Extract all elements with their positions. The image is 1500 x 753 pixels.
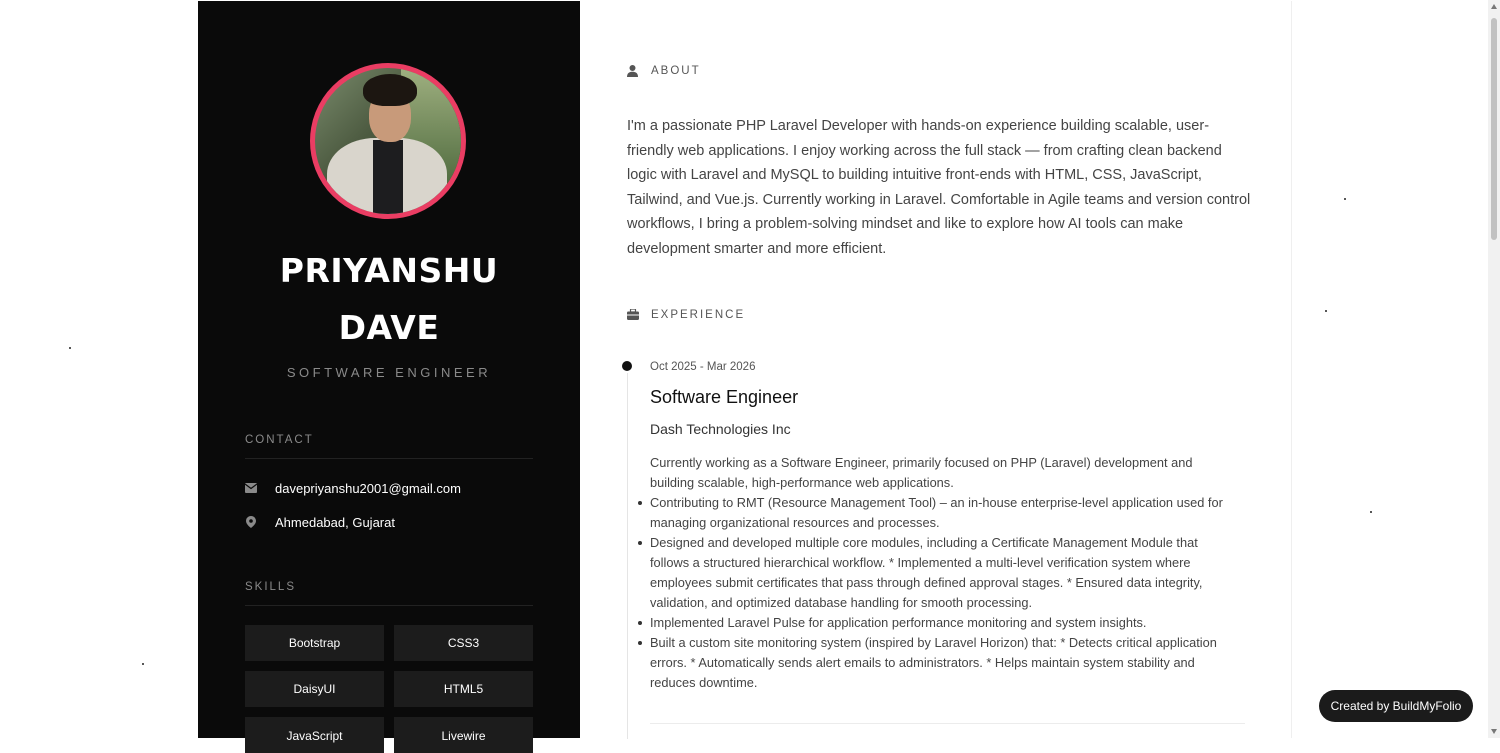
scroll-up-icon[interactable] bbox=[1491, 4, 1497, 9]
map-pin-icon bbox=[245, 516, 257, 528]
job-summary: Currently working as a Software Engineer, primarily focused on PHP (Laravel) development and building scalable, high-performance web applications. bbox=[650, 455, 1193, 490]
job-company: Dash Technologies Inc bbox=[650, 421, 791, 437]
skill-tag: JavaScript bbox=[245, 717, 384, 753]
skill-tag: HTML5 bbox=[394, 671, 533, 707]
contact-email-row[interactable] bbox=[245, 478, 461, 498]
list-item: Implemented Laravel Pulse for application performance monitoring and system insights. bbox=[650, 613, 1240, 633]
contact-heading: CONTACT bbox=[245, 434, 314, 446]
job-title: Software Engineer bbox=[650, 387, 799, 407]
timeline-dot bbox=[622, 361, 632, 371]
skill-tag: Bootstrap bbox=[245, 625, 384, 661]
skill-tag: CSS3 bbox=[394, 625, 533, 661]
user-icon bbox=[627, 65, 639, 77]
list-item: Designed and developed multiple core modules, including a Certificate Management Module that follows a structured hierarchical workflow. * Implemented a multi-level verification system where employees submit certificates that pass through defined approval stages. * Ensured data integrity, validation, and optimized database handling for smooth processing. bbox=[650, 533, 1240, 613]
contact-email[interactable]: davepriyanshu2001@gmail.com bbox=[275, 480, 461, 496]
skill-tag: DaisyUI bbox=[245, 671, 384, 707]
briefcase-icon bbox=[627, 309, 639, 321]
job-dates: Oct 2025 - Mar 2026 bbox=[650, 361, 756, 373]
skills-heading: SKILLS bbox=[245, 581, 296, 593]
avatar bbox=[310, 63, 466, 219]
divider bbox=[650, 723, 1245, 724]
decor-dot bbox=[69, 347, 71, 349]
list-item: Contributing to RMT (Resource Management Tool) – an in-house enterprise-level application used for managing organizational resources and processes. bbox=[650, 493, 1240, 533]
envelope-icon bbox=[245, 482, 257, 494]
timeline-line bbox=[627, 373, 628, 739]
main-content bbox=[580, 1, 1292, 738]
about-heading-row bbox=[627, 65, 701, 77]
list-item: Built a custom site monitoring system (inspired by Laravel Horizon) that: * Detects critical application errors. * Automatically sends alert emails to administrators. * Helps maintain system stability and reduces downtime. bbox=[650, 633, 1240, 693]
job-bullets bbox=[650, 493, 1240, 693]
profile-first-name: PRIYANSHU bbox=[279, 251, 499, 290]
scrollbar-thumb[interactable] bbox=[1491, 18, 1497, 240]
contact-location: Ahmedabad, Gujarat bbox=[275, 514, 395, 530]
profile-role: SOFTWARE ENGINEER bbox=[286, 365, 492, 380]
decor-dot bbox=[142, 663, 144, 665]
profile-last-name: DAVE bbox=[338, 308, 440, 347]
scroll-down-icon[interactable] bbox=[1491, 729, 1497, 734]
decor-dot bbox=[1370, 511, 1372, 513]
experience-heading: EXPERIENCE bbox=[651, 309, 746, 321]
contact-location-row bbox=[245, 512, 395, 532]
created-by-badge[interactable]: Created by BuildMyFolio bbox=[1319, 690, 1473, 722]
decor-dot bbox=[1325, 310, 1327, 312]
experience-heading-row bbox=[627, 309, 745, 321]
divider bbox=[245, 605, 533, 606]
skill-tag: Livewire bbox=[394, 717, 533, 753]
divider bbox=[245, 458, 533, 459]
page-scrollbar[interactable] bbox=[1488, 0, 1500, 738]
about-text: I'm a passionate PHP Laravel Developer with hands-on experience building scalable, user-friendly web applications. I enjoy working across the full stack — from crafting clean backend logic with Laravel and MySQL to building intuitive front-ends with HTML, CSS, JavaScript, Tailwind, and Vue.js. Currently working in Laravel. Comfortable in Agile teams and version control workflows, I bring a problem-solving mindset and like to explore how AI tools can make development smarter and more efficient. bbox=[627, 118, 1251, 257]
about-heading: ABOUT bbox=[651, 65, 701, 77]
profile-sidebar bbox=[198, 1, 580, 743]
decor-dot bbox=[1344, 198, 1346, 200]
